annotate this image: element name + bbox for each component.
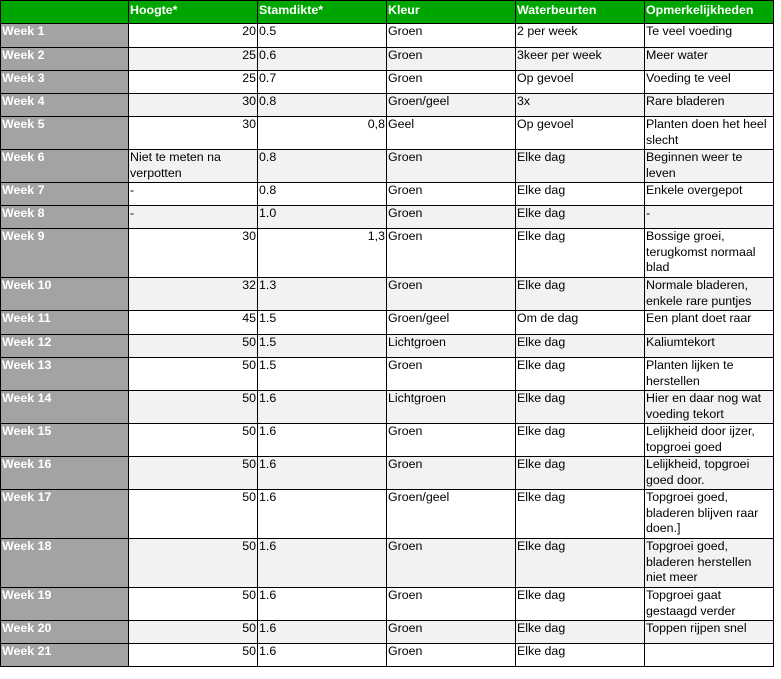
table-row <box>1 539 774 588</box>
week-cell[interactable]: Week 15 <box>1 424 129 457</box>
opmerkelijkheden-cell[interactable]: Planten doen het heel slecht <box>645 117 774 150</box>
waterbeurten-cell[interactable]: Elke dag <box>516 539 645 588</box>
table-row <box>1 457 774 490</box>
kleur-cell[interactable]: Groen <box>387 183 516 206</box>
waterbeurten-cell[interactable]: Elke dag <box>516 358 645 391</box>
stamdikte-cell[interactable]: 0.8 <box>258 94 387 117</box>
stamdikte-cell[interactable]: 0.5 <box>258 24 387 48</box>
header-stamdikte: Stamdikte* <box>258 1 387 24</box>
hoogte-cell[interactable]: 50 <box>129 490 258 539</box>
hoogte-cell[interactable]: 45 <box>129 311 258 335</box>
kleur-cell[interactable]: Lichtgroen <box>387 391 516 424</box>
table-row <box>1 391 774 424</box>
hoogte-cell[interactable]: 50 <box>129 335 258 358</box>
table-row <box>1 311 774 335</box>
stamdikte-cell[interactable]: 1.6 <box>258 490 387 539</box>
hoogte-cell[interactable]: 50 <box>129 424 258 457</box>
opmerkelijkheden-cell[interactable]: Te veel voeding <box>645 24 774 48</box>
week-cell[interactable]: Week 9 <box>1 229 129 278</box>
week-cell[interactable]: Week 8 <box>1 206 129 229</box>
waterbeurten-cell[interactable]: 2 per week <box>516 24 645 48</box>
kleur-cell[interactable]: Groen <box>387 644 516 667</box>
stamdikte-cell[interactable]: 1.5 <box>258 311 387 335</box>
kleur-cell[interactable]: Groen <box>387 621 516 644</box>
waterbeurten-cell[interactable]: 3x <box>516 94 645 117</box>
table-row <box>1 229 774 278</box>
header-week <box>1 1 129 24</box>
kleur-cell[interactable]: Groen/geel <box>387 490 516 539</box>
hoogte-cell[interactable]: 50 <box>129 457 258 490</box>
table-row <box>1 490 774 539</box>
hoogte-cell[interactable]: 32 <box>129 278 258 311</box>
kleur-cell[interactable]: Groen <box>387 71 516 94</box>
week-cell[interactable]: Week 14 <box>1 391 129 424</box>
waterbeurten-cell[interactable]: Om de dag <box>516 311 645 335</box>
opmerkelijkheden-cell[interactable]: Topgroei goed, bladeren herstellen niet meer <box>645 539 774 588</box>
opmerkelijkheden-cell[interactable]: Bossige groei, terugkomst normaal blad <box>645 229 774 278</box>
table-row <box>1 206 774 229</box>
opmerkelijkheden-cell[interactable]: Enkele overgepot <box>645 183 774 206</box>
table-row <box>1 150 774 183</box>
waterbeurten-cell[interactable]: Elke dag <box>516 621 645 644</box>
week-cell[interactable]: Week 7 <box>1 183 129 206</box>
header-row <box>1 1 774 24</box>
hoogte-cell[interactable]: 30 <box>129 229 258 278</box>
table-row <box>1 278 774 311</box>
kleur-cell[interactable]: Groen <box>387 588 516 621</box>
table-row <box>1 335 774 358</box>
kleur-cell[interactable]: Lichtgroen <box>387 335 516 358</box>
opmerkelijkheden-cell[interactable]: Een plant doet raar <box>645 311 774 335</box>
waterbeurten-cell[interactable]: 3keer per week <box>516 48 645 71</box>
hoogte-cell[interactable]: - <box>129 206 258 229</box>
stamdikte-cell[interactable]: 1,3 <box>258 229 387 278</box>
hoogte-cell[interactable]: 50 <box>129 358 258 391</box>
waterbeurten-cell[interactable]: Elke dag <box>516 278 645 311</box>
table-row <box>1 117 774 150</box>
week-cell[interactable]: Week 12 <box>1 335 129 358</box>
table-row <box>1 358 774 391</box>
week-cell[interactable]: Week 17 <box>1 490 129 539</box>
opmerkelijkheden-cell[interactable] <box>645 644 774 667</box>
table-row <box>1 24 774 48</box>
waterbeurten-cell[interactable]: Elke dag <box>516 644 645 667</box>
waterbeurten-cell[interactable]: Op gevoel <box>516 117 645 150</box>
opmerkelijkheden-cell[interactable]: Hier en daar nog wat voeding tekort <box>645 391 774 424</box>
stamdikte-cell[interactable]: 1.6 <box>258 391 387 424</box>
kleur-cell[interactable]: Groen <box>387 48 516 71</box>
week-cell[interactable]: Week 13 <box>1 358 129 391</box>
week-cell[interactable]: Week 19 <box>1 588 129 621</box>
hoogte-cell[interactable]: 50 <box>129 644 258 667</box>
kleur-cell[interactable]: Groen <box>387 229 516 278</box>
kleur-cell[interactable]: Groen <box>387 24 516 48</box>
week-cell[interactable]: Week 10 <box>1 278 129 311</box>
week-cell[interactable]: Week 5 <box>1 117 129 150</box>
header-hoogte: Hoogte* <box>129 1 258 24</box>
waterbeurten-cell[interactable]: Elke dag <box>516 457 645 490</box>
kleur-cell[interactable]: Groen <box>387 539 516 588</box>
kleur-cell[interactable]: Groen <box>387 424 516 457</box>
opmerkelijkheden-cell[interactable]: Voeding te veel <box>645 71 774 94</box>
hoogte-cell[interactable]: 50 <box>129 621 258 644</box>
stamdikte-cell[interactable]: 1.3 <box>258 278 387 311</box>
waterbeurten-cell[interactable]: Elke dag <box>516 588 645 621</box>
stamdikte-cell[interactable]: 1.6 <box>258 644 387 667</box>
stamdikte-cell[interactable]: 0.6 <box>258 48 387 71</box>
header-kleur: Kleur <box>387 1 516 24</box>
opmerkelijkheden-cell[interactable]: Planten lijken te herstellen <box>645 358 774 391</box>
stamdikte-cell[interactable]: 0.8 <box>258 150 387 183</box>
waterbeurten-cell[interactable]: Elke dag <box>516 424 645 457</box>
stamdikte-cell[interactable]: 0,8 <box>258 117 387 150</box>
header-opmerkelijkheden: Opmerkelijkheden <box>645 1 774 24</box>
opmerkelijkheden-cell[interactable]: Lelijkheid door ijzer, topgroei goed <box>645 424 774 457</box>
table-row <box>1 424 774 457</box>
kleur-cell[interactable]: Groen <box>387 457 516 490</box>
week-cell[interactable]: Week 4 <box>1 94 129 117</box>
kleur-cell[interactable]: Groen <box>387 206 516 229</box>
stamdikte-cell[interactable]: 0.8 <box>258 183 387 206</box>
week-cell[interactable]: Week 16 <box>1 457 129 490</box>
header-waterbeurten: Waterbeurten <box>516 1 645 24</box>
week-cell[interactable]: Week 3 <box>1 71 129 94</box>
hoogte-cell[interactable]: 30 <box>129 94 258 117</box>
table-row <box>1 644 774 667</box>
hoogte-cell[interactable]: 20 <box>129 24 258 48</box>
hoogte-cell[interactable]: 50 <box>129 588 258 621</box>
opmerkelijkheden-cell[interactable]: Topgroei gaat gestaagd verder <box>645 588 774 621</box>
waterbeurten-cell[interactable]: Elke dag <box>516 183 645 206</box>
opmerkelijkheden-cell[interactable]: Normale bladeren, enkele rare puntjes <box>645 278 774 311</box>
week-cell[interactable]: Week 11 <box>1 311 129 335</box>
table-row <box>1 588 774 621</box>
kleur-cell[interactable]: Groen <box>387 150 516 183</box>
stamdikte-cell[interactable]: 1.6 <box>258 539 387 588</box>
stamdikte-cell[interactable]: 1.6 <box>258 457 387 490</box>
hoogte-cell[interactable]: Niet te meten na verpotten <box>129 150 258 183</box>
table-row <box>1 94 774 117</box>
stamdikte-cell[interactable]: 0.7 <box>258 71 387 94</box>
kleur-cell[interactable]: Geel <box>387 117 516 150</box>
stamdikte-cell[interactable]: 1.5 <box>258 358 387 391</box>
week-cell[interactable]: Week 20 <box>1 621 129 644</box>
table-row <box>1 71 774 94</box>
stamdikte-cell[interactable]: 1.0 <box>258 206 387 229</box>
hoogte-cell[interactable]: 30 <box>129 117 258 150</box>
hoogte-cell[interactable]: 25 <box>129 48 258 71</box>
stamdikte-cell[interactable]: 1.6 <box>258 588 387 621</box>
week-cell[interactable]: Week 1 <box>1 24 129 48</box>
kleur-cell[interactable]: Groen <box>387 358 516 391</box>
waterbeurten-cell[interactable]: Elke dag <box>516 150 645 183</box>
week-cell[interactable]: Week 21 <box>1 644 129 667</box>
hoogte-cell[interactable]: 50 <box>129 539 258 588</box>
waterbeurten-cell[interactable]: Op gevoel <box>516 71 645 94</box>
stamdikte-cell[interactable]: 1.5 <box>258 335 387 358</box>
waterbeurten-cell[interactable]: Elke dag <box>516 206 645 229</box>
table-row <box>1 48 774 71</box>
opmerkelijkheden-cell[interactable]: Toppen rijpen snel <box>645 621 774 644</box>
waterbeurten-cell[interactable]: Elke dag <box>516 229 645 278</box>
week-cell[interactable]: Week 18 <box>1 539 129 588</box>
kleur-cell[interactable]: Groen/geel <box>387 311 516 335</box>
waterbeurten-cell[interactable]: Elke dag <box>516 391 645 424</box>
stamdikte-cell[interactable]: 1.6 <box>258 424 387 457</box>
opmerkelijkheden-cell[interactable]: Lelijkheid, topgroei goed door. <box>645 457 774 490</box>
opmerkelijkheden-cell[interactable]: - <box>645 206 774 229</box>
waterbeurten-cell[interactable]: Elke dag <box>516 490 645 539</box>
opmerkelijkheden-cell[interactable]: Meer water <box>645 48 774 71</box>
kleur-cell[interactable]: Groen <box>387 278 516 311</box>
opmerkelijkheden-cell[interactable]: Rare bladeren <box>645 94 774 117</box>
kleur-cell[interactable]: Groen/geel <box>387 94 516 117</box>
table-row <box>1 621 774 644</box>
table-row <box>1 183 774 206</box>
opmerkelijkheden-cell[interactable]: Topgroei goed, bladeren blijven raar doen.] <box>645 490 774 539</box>
hoogte-cell[interactable]: 50 <box>129 391 258 424</box>
opmerkelijkheden-cell[interactable]: Beginnen weer te leven <box>645 150 774 183</box>
hoogte-cell[interactable]: 25 <box>129 71 258 94</box>
hoogte-cell[interactable]: - <box>129 183 258 206</box>
opmerkelijkheden-cell[interactable]: Kaliumtekort <box>645 335 774 358</box>
week-cell[interactable]: Week 6 <box>1 150 129 183</box>
waterbeurten-cell[interactable]: Elke dag <box>516 335 645 358</box>
week-cell[interactable]: Week 2 <box>1 48 129 71</box>
stamdikte-cell[interactable]: 1.6 <box>258 621 387 644</box>
